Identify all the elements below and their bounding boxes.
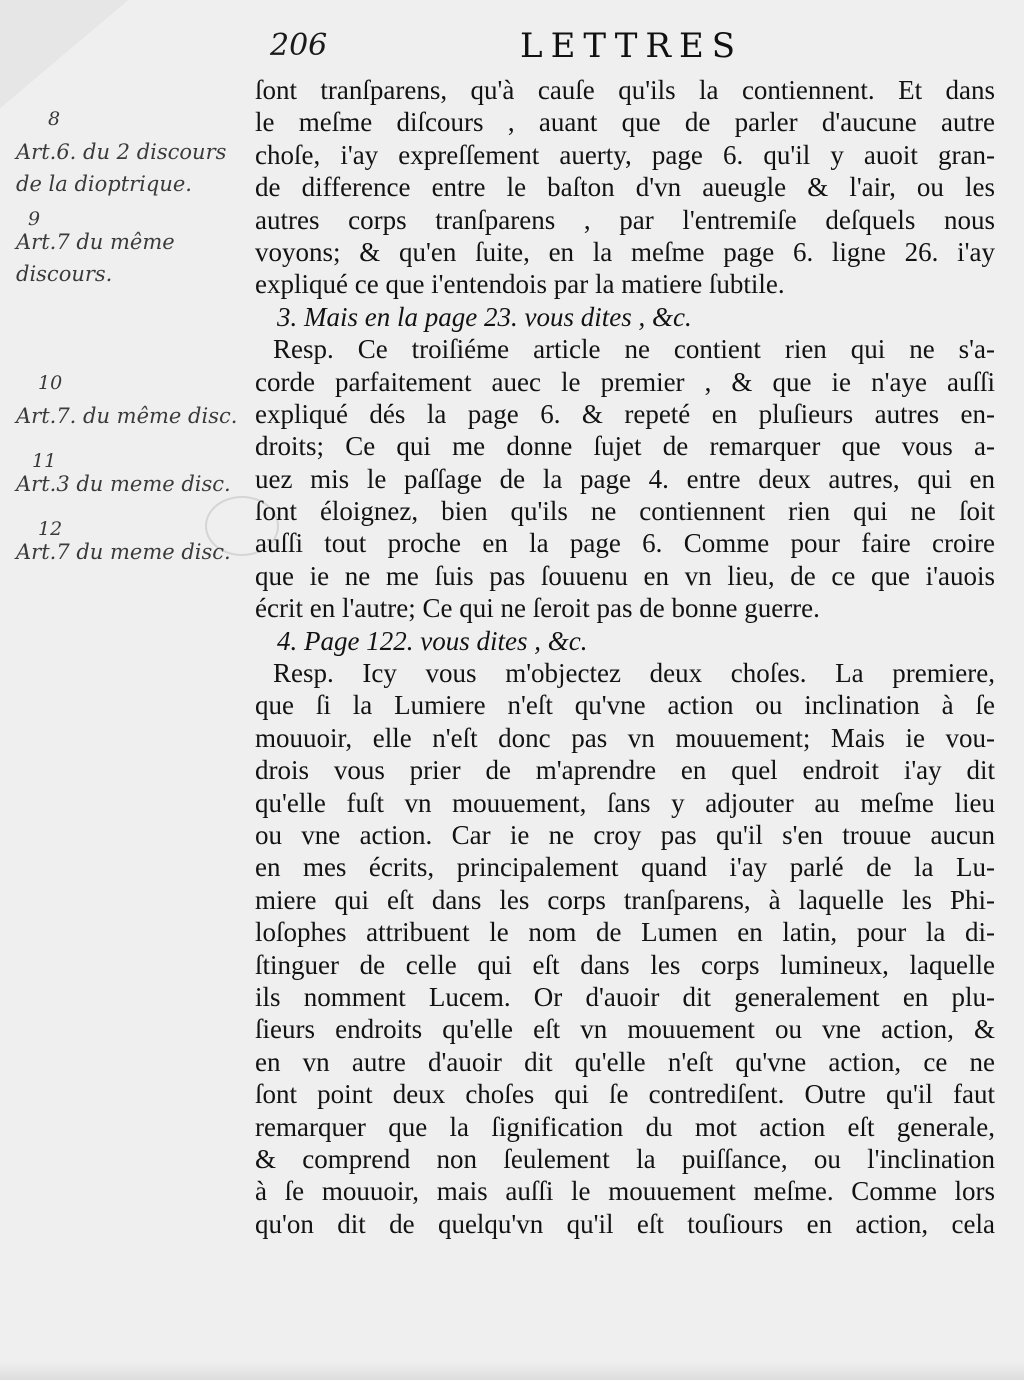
page-number: 206 bbox=[270, 28, 328, 63]
section-reference: 3. Mais en la page 23. vous dites , &c. bbox=[277, 301, 692, 332]
text-line: droits; Ce qui me donne ſujet de remarquer que vous a- bbox=[255, 431, 995, 462]
margin-note-number: 11 bbox=[32, 450, 57, 472]
text-line: & comprend non ſeulement la puiſſance, ou l'inclination bbox=[255, 1143, 995, 1174]
text-line: miere qui eſt dans les corps tranſparens, à laquelle les Phi- bbox=[255, 884, 995, 915]
text-line: de difference entre le baſton d'vn aueugle & l'air, ou les bbox=[255, 172, 995, 203]
response-line: Resp. Icy vous m'objectez deux choſes. La premiere, bbox=[273, 658, 995, 689]
text-line: à ſe mouuoir, mais auſſi le mouuement meſme. Comme lors bbox=[255, 1176, 995, 1207]
text-line: ou vne action. Car ie ne croy pas qu'il s'en trouue aucun bbox=[255, 819, 995, 850]
text-line: que ſi la Lumiere n'eſt qu'vne action ou inclination à ſe bbox=[255, 690, 995, 721]
page-header bbox=[270, 28, 1010, 72]
running-title: LETTRES bbox=[520, 26, 744, 66]
text-line: corde parfaitement auec le premier , & que ie n'aye auſſi bbox=[255, 366, 995, 397]
text-line: que ie ne me ſuis pas ſouuenu en vn lieu, de ce que i'auois bbox=[255, 560, 995, 591]
text-line: en mes écrits, principalement quand i'ay parlé de la Lu- bbox=[255, 852, 995, 883]
text-line: loſophes attribuent le nom de Lumen en latin, pour la di- bbox=[255, 917, 995, 948]
margin-note: de la dioptrique. bbox=[16, 172, 192, 196]
text-line: expliqué dés la page 6. & repeté en pluſieurs autres en- bbox=[255, 398, 995, 429]
text-line: autres corps tranſparens , par l'entremiſe deſquels nous bbox=[255, 204, 995, 235]
text-line: auſſi tout proche en la page 6. Comme pour faire croire bbox=[255, 528, 995, 559]
text-line: qu'elle fuſt vn mouuement, ſans y adjouter au meſme lieu bbox=[255, 787, 995, 818]
margin-note: Art.7 du meme disc. bbox=[16, 540, 231, 564]
text-line: expliqué ce que i'entendois par la matiere ſubtile. bbox=[255, 269, 785, 300]
margin-note-number: 8 bbox=[48, 108, 61, 130]
margin-note: Art.6. du 2 discours bbox=[16, 140, 227, 164]
margin-note-number: 10 bbox=[38, 372, 63, 394]
text-line: ſont éloignez, bien qu'ils ne contiennent rien qui ne ſoit bbox=[255, 496, 995, 527]
text-line: uez mis le paſſage de la page 4. entre deux autres, qui en bbox=[255, 463, 995, 494]
text-line: en vn autre d'auoir dit qu'elle n'eſt qu'vne action, ce ne bbox=[255, 1046, 995, 1077]
section-reference: 4. Page 122. vous dites , &c. bbox=[277, 625, 588, 656]
text-line: remarquer que la ſignification du mot action eſt generale, bbox=[255, 1111, 995, 1142]
text-line: ſieurs endroits qu'elle eſt vn mouuement ou vne action, & bbox=[255, 1014, 995, 1045]
page-bottom-edge bbox=[0, 1362, 1024, 1380]
text-line: ſtinguer de celle qui eſt dans les corps lumineux, laquelle bbox=[255, 949, 995, 980]
margin-note-number: 9 bbox=[28, 208, 41, 230]
text-line: le meſme diſcours , auant que de parler d'aucune autre bbox=[255, 107, 995, 138]
margin-note-number: 12 bbox=[38, 518, 63, 540]
text-line: ils nomment Lucem. Or d'auoir dit generalement en plu- bbox=[255, 981, 995, 1012]
margin-notes bbox=[14, 0, 249, 1380]
body-text bbox=[255, 74, 995, 1240]
margin-note: Art.7. du même disc. bbox=[16, 404, 238, 428]
text-line: ſont tranſparens, qu'à cauſe qu'ils la contiennent. Et dans bbox=[255, 75, 995, 105]
text-line: drois vous prier de m'aprendre en quel endroit i'ay dit bbox=[255, 755, 995, 786]
text-line: mouuoir, elle n'eſt donc pas vn mouuement; Mais ie vou- bbox=[255, 722, 995, 753]
text-line: choſe, i'ay expreſſement auerty, page 6. qu'il y auoit gran- bbox=[255, 139, 995, 170]
response-line: Resp. Ce troiſiéme article ne contient rien qui ne s'a- bbox=[273, 334, 995, 365]
text-line: voyons; & qu'en ſuite, en la meſme page 6. ligne 26. i'ay bbox=[255, 236, 995, 267]
text-line: ſont point deux choſes qui ſe contrediſent. Outre qu'il faut bbox=[255, 1079, 995, 1110]
margin-note: Art.7 du même bbox=[16, 230, 175, 254]
margin-note: discours. bbox=[16, 262, 113, 286]
text-line: écrit en l'autre; Ce qui ne ſeroit pas de bonne guerre. bbox=[255, 593, 820, 624]
text-line: qu'on dit de quelqu'vn qu'il eſt touſiours en action, cela bbox=[255, 1208, 995, 1239]
margin-note: Art.3 du meme disc. bbox=[16, 472, 231, 496]
